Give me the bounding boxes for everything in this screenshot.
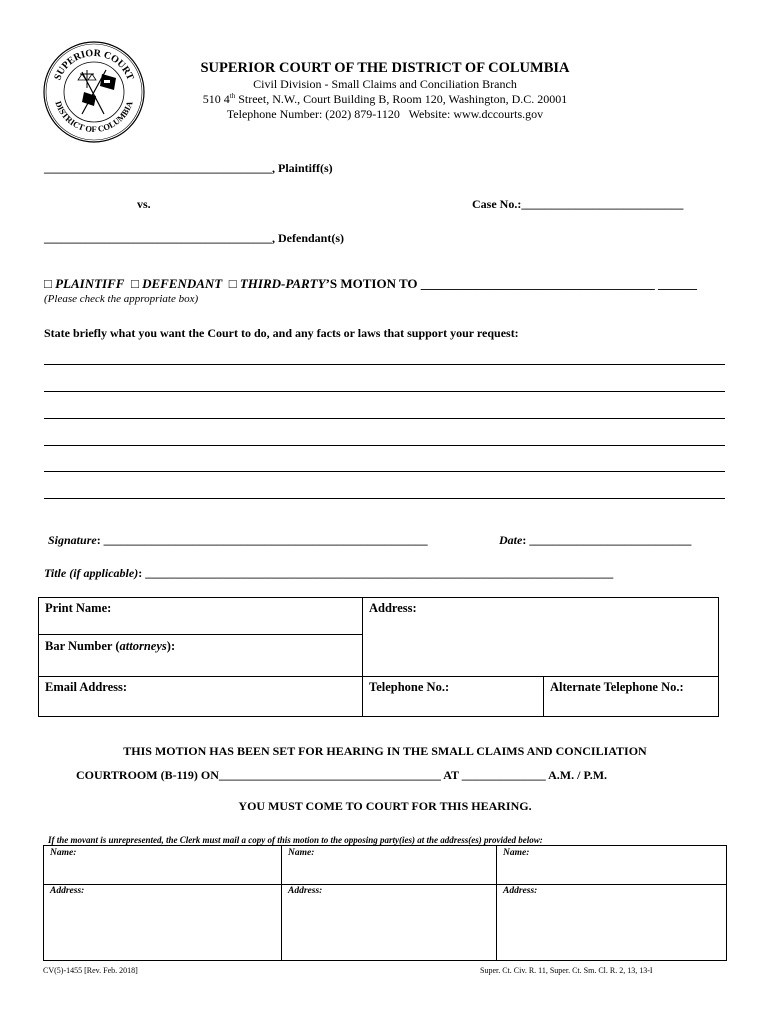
versus-label: vs. (137, 197, 151, 211)
motion-type-row (44, 276, 697, 292)
third-party-option-label: THIRD-PARTY (239, 276, 326, 291)
court-address: 510 4th Street, N.W., Court Building B, Room 120, Washington, D.C. 20001 (202, 92, 568, 106)
check-box-note: (Please check the appropriate box) (44, 293, 199, 305)
print-name-field[interactable]: Print Name: (45, 601, 112, 615)
division-name: Civil Division - Small Claims and Conciliation Branch (253, 77, 517, 91)
request-line[interactable] (44, 364, 725, 365)
address-field[interactable]: Address: (369, 601, 417, 615)
bar-number-field[interactable]: Bar Number (attorneys): (45, 639, 176, 653)
party3-address-field[interactable]: Address: (503, 886, 538, 896)
defendant-field[interactable]: ______________________________________, Defendant(s) (44, 231, 344, 245)
party1-address-field[interactable]: Address: (50, 886, 85, 896)
svg-text:SUPERIOR COURT: SUPERIOR COURT (52, 47, 136, 82)
third-party-checkbox[interactable]: □ (228, 276, 237, 291)
signature-field[interactable]: : ______________________________________________________ (96, 533, 428, 547)
party2-address-field[interactable]: Address: (288, 886, 323, 896)
hearing-date-field[interactable]: COURTROOM (B-119) ON_____________________________________ AT ______________ A.M. / P.M. (76, 768, 608, 782)
plaintiff-field[interactable]: ______________________________________, Plaintiff(s) (44, 161, 333, 175)
request-line[interactable] (44, 391, 725, 392)
date-label: Date (499, 533, 523, 547)
motion-to-field[interactable]: ’S MOTION TO ____________________________________ ______ (325, 276, 698, 291)
title-field[interactable]: : ______________________________________________________________________________ (138, 566, 614, 580)
party1-name-field[interactable]: Name: (50, 848, 77, 858)
plaintiff-option-label: PLAINTIFF (55, 276, 125, 291)
party3-name-field[interactable]: Name: (503, 848, 530, 858)
request-line[interactable] (44, 418, 725, 419)
defendant-checkbox[interactable]: □ (130, 276, 139, 291)
hearing-warning: YOU MUST COME TO COURT FOR THIS HEARING. (238, 799, 532, 813)
date-field[interactable]: : ___________________________ (522, 533, 692, 547)
party2-name-field[interactable]: Name: (288, 848, 315, 858)
rule-citations: Super. Ct. Civ. R. 11, Super. Ct. Sm. Cl. R. 2, 13, 13-I (480, 966, 653, 975)
request-instruction: State briefly what you want the Court to do, and any facts or laws that support your request: (44, 326, 519, 340)
defendant-option-label: DEFENDANT (142, 276, 223, 291)
plaintiff-checkbox[interactable]: □ (44, 276, 52, 291)
request-line[interactable] (44, 471, 725, 472)
service-note: If the movant is unrepresented, the Clerk must mail a copy of this motion to the opposing party(ies) at the address(es) provided below: (48, 835, 543, 845)
telephone-field[interactable]: Telephone No.: (369, 680, 450, 694)
alt-telephone-field[interactable]: Alternate Telephone No.: (550, 680, 684, 694)
svg-text:DISTRICT OF COLUMBIA: DISTRICT OF COLUMBIA (53, 99, 135, 135)
request-line[interactable] (44, 445, 725, 446)
hearing-notice-line1: THIS MOTION HAS BEEN SET FOR HEARING IN THE SMALL CLAIMS AND CONCILIATION (123, 744, 647, 758)
court-contact: Telephone Number: (202) 879-1120 Website: www.dccourts.gov (226, 107, 544, 121)
title-row (44, 566, 613, 581)
court-seal-logo (42, 40, 146, 144)
case-number-field[interactable]: Case No.:___________________________ (472, 197, 684, 211)
title-label: Title (if applicable) (44, 566, 139, 580)
service-table (43, 845, 727, 961)
email-field[interactable]: Email Address: (45, 680, 128, 694)
form-id: CV(5)-1455 [Rev. Feb. 2018] (43, 966, 138, 975)
signature-label: Signature (48, 533, 97, 547)
court-name: SUPERIOR COURT OF THE DISTRICT OF COLUMBIA (200, 60, 570, 76)
signature-row (48, 533, 428, 548)
request-line[interactable] (44, 498, 725, 499)
date-row (499, 533, 691, 548)
